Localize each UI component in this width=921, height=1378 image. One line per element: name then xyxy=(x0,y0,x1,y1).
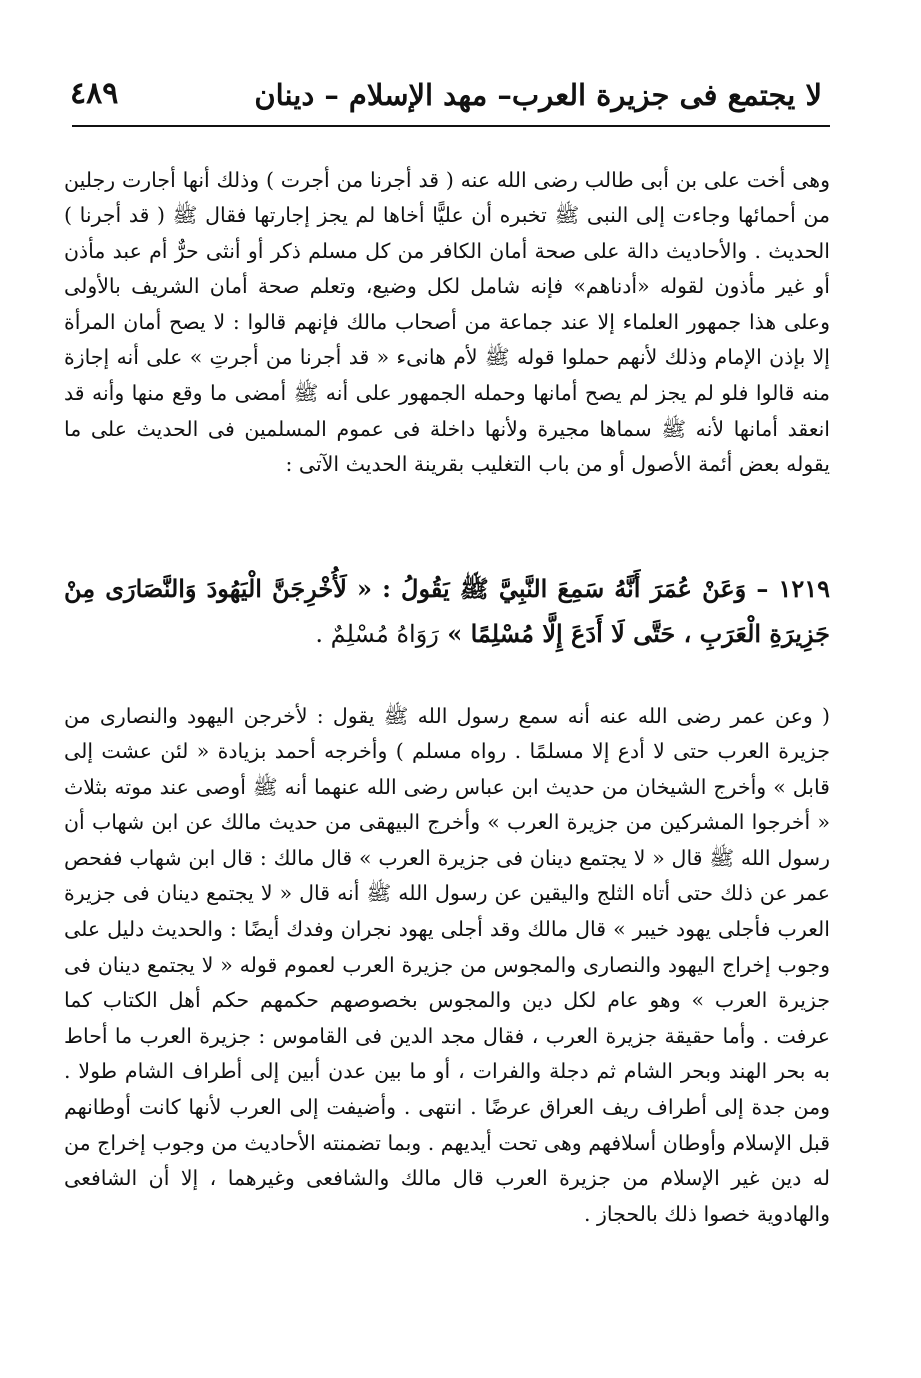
running-title: لا يجتمع فى جزيرة العرب– مهد الإسلام – دينان xyxy=(254,78,822,112)
header-rule xyxy=(72,125,830,127)
hadith-matn: ١٢١٩ – وَعَنْ عُمَرَ أَنَّهُ سَمِعَ النَّبِيَّ ﷺ يَقُولُ : « لَأُخْرِجَنَّ الْيَهُودَ وَالنَّصَارَى مِنْ جَزِيرَةِ الْعَرَبِ ، حَتَّى لَا أَدَعَ إِلَّا مُسْلِمًا » xyxy=(64,574,830,648)
page-number: ٤٨٩ xyxy=(70,76,119,111)
hadith-text xyxy=(64,566,830,657)
hadith-attribution: رَوَاهُ مُسْلِمٌ . xyxy=(315,620,439,648)
commentary-paragraph-1: وهى أخت على بن أبى طالب رضى الله عنه ( قد أجرنا من أجرت ) وذلك أنها أجارت رجلين من أحمائها وجاءت إلى النبى ﷺ تخبره أن عليًّا أخاها لم يجز إجارتها فقال ﷺ ( قد أجرنا ) الحديث . والأحاديث دالة على صحة أمان الكافر من كل مسلم ذكر أو أنثى حرٌّ أم عبد مأذن أو غير مأذون لقوله «أدناهم» فإنه شامل لكل وضيع، وتعلم صحة أمان الشريف بالأولى وعلى هذا جمهور العلماء إلا عند جماعة من أصحاب مالك فإنهم قالوا : لا يصح أمان المرأة إلا بإذن الإمام وذلك لأنهم حملوا قوله ﷺ لأم هانىء « قد أجرنا من أجرتِ » على أنه إجازة منه قالوا فلو لم يجز لم يصح أمانها وحمله الجمهور على أنه ﷺ أمضى ما وقع منها وأنه قد انعقد أمانها لأنه ﷺ سماها مجيرة ولأنها داخلة فى عموم المسلمين فى الحديث على ما يقوله بعض أئمة الأصول أو من باب التغليب بقرينة الحديث الآتى : xyxy=(64,167,830,477)
page-header xyxy=(70,70,822,118)
commentary-paragraph-2: ( وعن عمر رضى الله عنه أنه سمع رسول الله ﷺ يقول : لأخرجن اليهود والنصارى من جزيرة العرب حتى لا أدع إلا مسلمًا . رواه مسلم ) وأخرجه أحمد بزيادة « لئن عشت إلى قابل » وأخرج الشيخان من حديث ابن عباس رضى الله عنهما أنه ﷺ أوصى عند موته بثلاث « أخرجوا المشركين من جزيرة العرب » وأخرج البيهقى من حديث مالك عن ابن شهاب أن رسول الله ﷺ قال « لا يجتمع دينان فى جزيرة العرب » قال مالك : قال ابن شهاب ففحص عمر عن ذلك حتى أتاه الثلج واليقين عن رسول الله ﷺ أنه قال « لا يجتمع دينان فى جزيرة العرب فأجلى يهود خيبر » قال مالك وقد أجلى يهود نجران وفدك أيضًا : والحديث دليل على وجوب إخراج اليهود والنصارى والمجوس من جزيرة العرب لعموم قوله « لا يجتمع دينان فى جزيرة العرب » وهو عام لكل دين والمجوس بخصوصهم حكمهم حكم أهل الكتاب كما عرفت . وأما حقيقة جزيرة العرب ، فقال مجد الدين فى القاموس : جزيرة العرب ما أحاط به بحر الهند وبحر الشام ثم دجلة والفرات ، أو ما بين عدن أبين إلى أطراف الشام طولا . ومن جدة إلى أطراف ريف العراق عرضًا . انتهى . وأضيفت إلى العرب لأنها كانت أوطانهم قبل الإسلام وأوطان أسلافهم وهى تحت أيديهم . وبما تضمنته الأحاديث من وجوب إخراج من له دين غير الإسلام من جزيرة العرب قال مالك والشافعى وغيرهما ، إلا أن الشافعى والهادوية خصوا ذلك بالحجاز . xyxy=(64,703,830,1226)
